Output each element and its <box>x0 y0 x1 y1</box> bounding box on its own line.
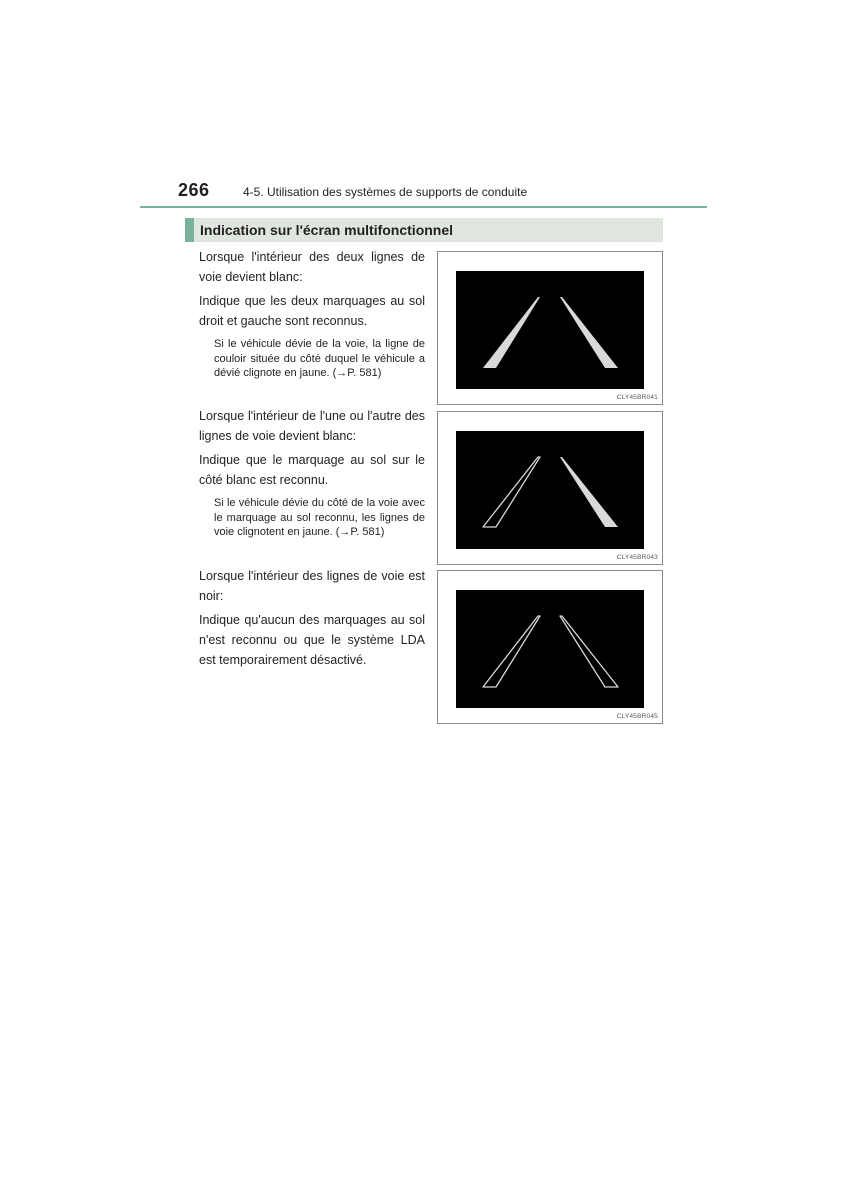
text-block-both-lines <box>199 247 425 381</box>
figure-both-lines <box>437 251 663 405</box>
left-lane-line <box>483 616 540 687</box>
page-number: 266 <box>178 180 210 200</box>
lane-lines-graphic <box>456 590 644 708</box>
figure-no-lines <box>437 570 663 724</box>
right-lane-line <box>560 297 618 368</box>
text-block-one-line <box>199 406 425 540</box>
section-heading <box>185 218 663 242</box>
meaning-text: Indique que les deux marquages au sol droit et gauche sont reconnus. <box>199 294 425 328</box>
lane-lines-graphic <box>456 271 644 389</box>
left-lane-line <box>483 457 540 527</box>
condition-text: Lorsque l'intérieur de l'une ou l'autre des lignes de voie devient blanc: <box>199 409 425 443</box>
figure-one-line <box>437 411 663 565</box>
figure-code: CLY45BR043 <box>616 554 658 561</box>
note-text: Si le véhicule dévie de la voie, la ligne de couloir située du côté duquel le véhicule a dévié clignote en jaune. (→P. 581) <box>214 338 425 379</box>
left-lane-line <box>483 297 540 368</box>
meaning-text: Indique qu'aucun des marquages au sol n'est reconnu ou que le système LDA est temporairement désactivé. <box>199 613 425 667</box>
chapter-title: 4-5. Utilisation des systèmes de supports de conduite <box>243 185 528 199</box>
multi-info-display <box>456 590 644 708</box>
note-text: Si le véhicule dévie du côté de la voie avec le marquage au sol reconnu, les lignes de voie clignotent en jaune. (→P. 581) <box>214 497 425 538</box>
figure-code: CLY45BR045 <box>616 713 658 720</box>
condition-text: Lorsque l'intérieur des lignes de voie est noir: <box>199 569 425 603</box>
right-lane-line <box>560 616 618 687</box>
section-title: Indication sur l'écran multifonctionnel <box>200 222 454 238</box>
multi-info-display <box>456 271 644 389</box>
meaning-text: Indique que le marquage au sol sur le côté blanc est reconnu. <box>199 453 425 487</box>
multi-info-display <box>456 431 644 549</box>
header-rule <box>140 206 707 208</box>
condition-text: Lorsque l'intérieur des deux lignes de voie devient blanc: <box>199 250 425 284</box>
lane-lines-graphic <box>456 431 644 549</box>
text-block-no-lines <box>199 566 425 670</box>
figure-code: CLY45BR041 <box>616 394 658 401</box>
right-lane-line <box>560 457 618 527</box>
